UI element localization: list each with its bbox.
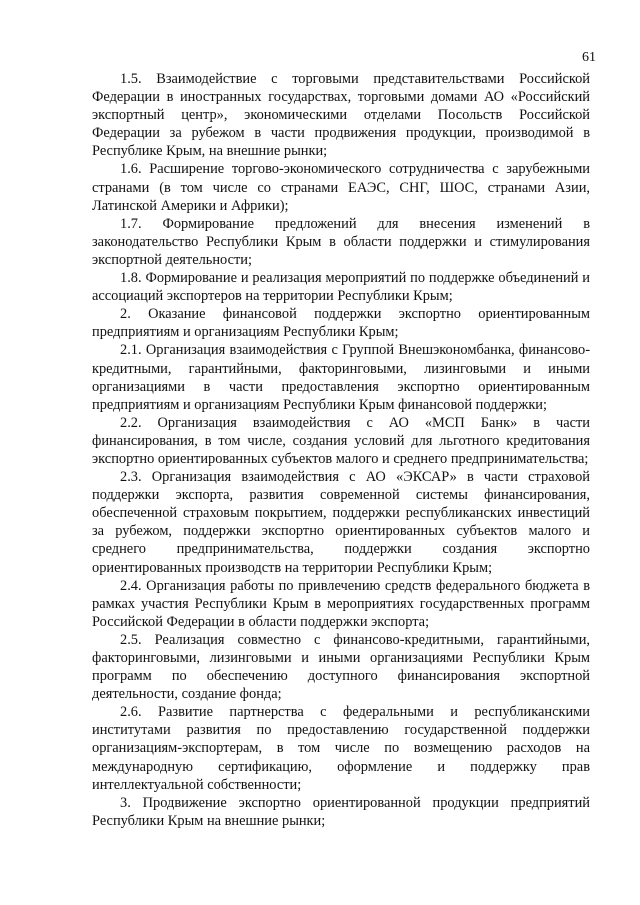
paragraph-2-6: 2.6. Развитие партнерства с федеральными и республиканскими институтами развития по предоставлению государственной поддержки организациям-экспортерам, в том числе по возмещению расходов на международную сертификацию, оформление и поддержку прав интеллектуальной собственности; bbox=[92, 704, 590, 793]
paragraph-1-7: 1.7. Формирование предложений для внесения изменений в законодательство Республики Крым в области поддержки и стимулирования экспортной деятельности; bbox=[92, 215, 590, 268]
paragraph-1-8: 1.8. Формирование и реализация мероприятий по поддержке объединений и ассоциаций экспортеров на территории Республики Крым; bbox=[92, 270, 590, 305]
paragraph-1-5: 1.5. Взаимодействие с торговыми представительствами Российской Федерации в иностранных государствах, торговыми домами АО «Российский экспортный центр», экономическими отделами Посольств Российской Федерации за рубежом в части продвижения продукции, производимой в Республике Крым, на внешние рынки; bbox=[92, 71, 590, 160]
paragraph-2-3: 2.3. Организация взаимодействия с АО «ЭКСАР» в части страховой поддержки экспорта, развития современной системы финансирования, обеспеченной страховым покрытием, поддержки республиканских инвестиций за рубежом, поддержки экспортно ориентированных субъектов малого и среднего предпринимательства, поддержки создания экспортно ориентированных производств на территории Республики Крым; bbox=[92, 469, 590, 576]
paragraph-2-2: 2.2. Организация взаимодействия с АО «МСП Банк» в части финансирования, в том числе, создания условий для льготного кредитования экспортно ориентированных субъектов малого и среднего предпринимательства; bbox=[92, 414, 590, 467]
paragraph-2-1: 2.1. Организация взаимодействия с Группой Внешэкономбанка, финансово-кредитными, гарантийными, факторинговыми, лизинговыми и иными организациями в части предоставления экспортно ориентированным предприятиям и организациям Республики Крым финансовой поддержки; bbox=[92, 342, 590, 413]
paragraph-1-6: 1.6. Расширение торгово-экономического сотрудничества с зарубежными странами (в том числе со странами ЕАЭС, СНГ, ШОС, странами Азии, Латинской Америки и Африки); bbox=[92, 161, 590, 214]
paragraph-2-5: 2.5. Реализация совместно с финансово-кредитными, гарантийными, факторинговыми, лизинговыми и иными организациями Республики Крым программ по обеспечению доступного финансирования экспортной деятельности, создание фонда; bbox=[92, 631, 590, 703]
paragraph-2: 2. Оказание финансовой поддержки экспортно ориентированным предприятиям и организациям Республики Крым; bbox=[92, 306, 590, 341]
document-body bbox=[92, 70, 590, 830]
page-number: 61 bbox=[582, 50, 596, 65]
paragraph-3: 3. Продвижение экспортно ориентированной продукции предприятий Республики Крым на внешние рынки; bbox=[92, 794, 590, 829]
paragraph-2-4: 2.4. Организация работы по привлечению средств федерального бюджета в рамках участия Республики Крым в мероприятиях государственных программ Российской Федерации в области поддержки экспорта; bbox=[92, 577, 590, 630]
